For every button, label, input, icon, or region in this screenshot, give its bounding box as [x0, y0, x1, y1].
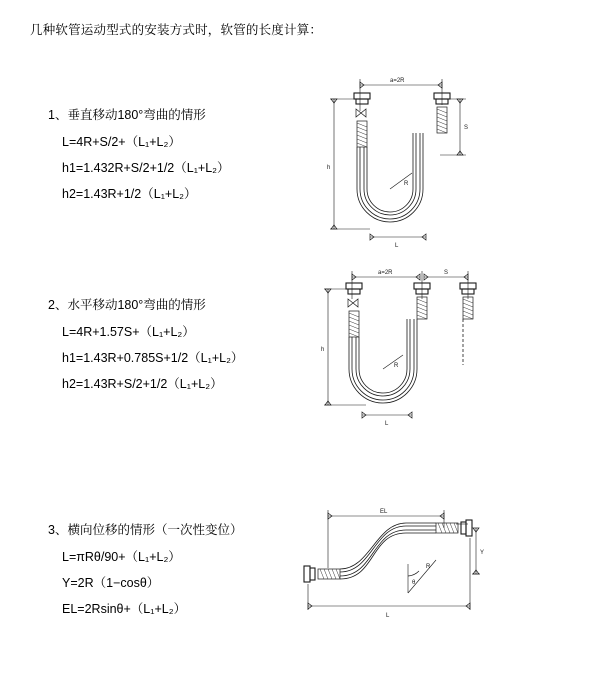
figure-3-label-l: L	[386, 613, 390, 619]
section-2-title: 2、水平移动180°弯曲的情形	[48, 298, 206, 312]
section-3-title: 3、横向位移的情形（一次性变位）	[48, 523, 243, 537]
figure-2-label-h: h	[321, 347, 325, 353]
figure-3-label-el: EL	[380, 509, 388, 515]
section-1-text	[48, 105, 308, 210]
section-3-text	[48, 520, 308, 625]
figure-1-label-l: L	[395, 243, 399, 249]
section-1-formula-2: h1=1.432R+S/2+1/2（L₁+L₂）	[62, 161, 230, 175]
section-2-formula-1: L=4R+1.57S+（L₁+L₂）	[62, 325, 195, 339]
figure-horizontal-180	[300, 259, 490, 439]
section-3-formula-2: Y=2R（1−cosθ）	[62, 576, 160, 590]
figure-2-label-s: S	[444, 270, 449, 276]
section-2-formula-2: h1=1.43R+0.785S+1/2（L₁+L₂）	[62, 351, 244, 365]
figure-lateral-offset	[288, 498, 488, 638]
page-title: 几种软管运动型式的安装方式时，软管的长度计算：	[30, 23, 323, 37]
figure-2-label-r: R	[394, 363, 399, 369]
figure-3-label-y: Y	[480, 550, 485, 556]
figure-2-label-top: a=2R	[378, 270, 393, 276]
section-2-formula-3: h2=1.43R+S/2+1/2（L₁+L₂）	[62, 377, 223, 391]
section-1-formula-3: h2=1.43R+1/2（L₁+L₂）	[62, 187, 197, 201]
figure-2-label-l: L	[385, 421, 389, 427]
figure-vertical-180	[300, 69, 480, 259]
figure-3-label-r: R	[426, 564, 431, 570]
section-3-formula-3: EL=2Rsinθ+（L₁+L₂）	[62, 602, 187, 616]
section-1-formula-1: L=4R+S/2+（L₁+L₂）	[62, 135, 181, 149]
figure-3-label-theta: θ	[412, 580, 416, 586]
section-2-text	[48, 295, 308, 400]
section-3-formula-1: L=πRθ/90+（L₁+L₂）	[62, 550, 181, 564]
section-1-title: 1、垂直移动180°弯曲的情形	[48, 108, 206, 122]
figure-1-label-s: S	[464, 125, 469, 131]
figure-1-label-top: a=2R	[390, 78, 405, 84]
figure-1-label-h: h	[327, 165, 331, 171]
figure-1-label-r: R	[404, 181, 409, 187]
